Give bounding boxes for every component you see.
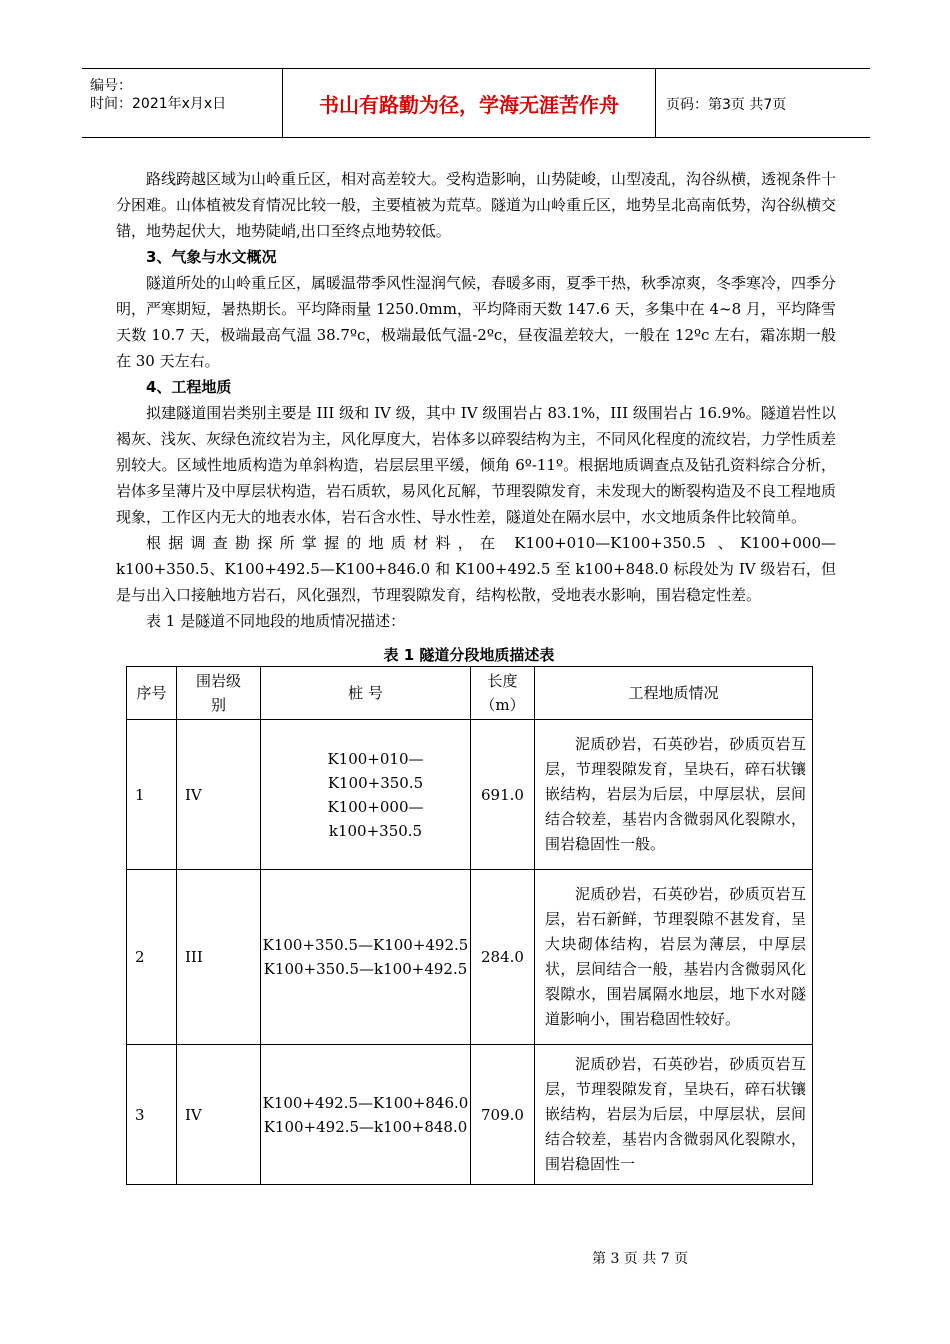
cell-grade: III — [177, 870, 261, 1045]
header-motto: 书山有路勤为径，学海无涯苦作舟 — [283, 69, 656, 137]
header-length: 长度（m） — [471, 667, 535, 720]
header-idx: 序号 — [127, 667, 177, 720]
cell-idx: 1 — [127, 720, 177, 870]
cell-idx: 2 — [127, 870, 177, 1045]
cell-idx: 3 — [127, 1045, 177, 1185]
cell-grade: IV — [177, 1045, 261, 1185]
paragraph-table-intro: 表 1 是隧道不同地段的地质情况描述： — [146, 612, 406, 630]
table-header-row — [127, 667, 813, 720]
number-label: 编号： — [90, 78, 132, 94]
header-geology: 工程地质情况 — [535, 667, 813, 720]
paragraph-geology: 拟建隧道围岩类别主要是 III 级和 IV 级，其中 IV 级围岩占 83.1%，III 级围岩占 16.9%。隧道岩性以褐灰、浅灰、灰绿色流纹岩为主，风化厚度大，岩体多以碎裂结构为主，不同风化程度的流纹岩，力学性质差别较大。区域性地质构造为单斜构造，岩层层里平缓，倾角 6º-11º。根据地质调查点及钻孔资料综合分析，岩体多呈薄片及中厚层状构造，岩石质软，易风化瓦解，节理裂隙发育，未发现大的断裂构造及不良工程地质现象，工作区内无大的地表水体，岩石含水性、导水性差，隧道处在隔水层中，水文地质条件比较简单。 — [116, 404, 837, 526]
header-grade: 围岩级别 — [177, 667, 261, 720]
header-meta — [82, 69, 283, 137]
header-station: 桩 号 — [261, 667, 471, 720]
header-page-label: 页码：第3页 共7页 — [666, 97, 787, 113]
section-heading-geology: 4、工程地质 — [146, 378, 232, 396]
station-start: K100+492.5—K100+846.0 — [262, 1093, 469, 1112]
station-end: K100+350.5—k100+492.5 — [263, 960, 468, 978]
cell-geology: 泥质砂岩，石英砂岩，砂质页岩互层，岩石新鲜，节理裂隙不甚发育，呈大块砌体结构，岩层为薄层，中厚层状，层间结合一般，基岩内含微弱风化裂隙水，围岩属隔水地层，地下水对隧道影响小，围岩稳固性较好。 — [535, 870, 813, 1045]
cell-length: 284.0 — [471, 870, 535, 1045]
section-heading-climate: 3、气象与水文概况 — [146, 248, 277, 266]
table-row — [127, 720, 813, 870]
paragraph-terrain: 路线跨越区域为山岭重丘区，相对高差较大。受构造影响，山势陡峻，山型凌乱，沟谷纵横，透视条件十分困难。山体植被发育情况比较一般，主要植被为荒草。隧道为山岭重丘区，地势呈北高南低势，沟谷纵横交错，地势起伏大，地势陡峭,出口至终点地势较低。 — [116, 170, 837, 240]
time-label: 时间：2021年x月x日 — [90, 96, 227, 112]
table-row — [127, 1045, 813, 1185]
table-row — [127, 870, 813, 1045]
station-end: K100+492.5—k100+848.0 — [263, 1117, 468, 1136]
paragraph-climate: 隧道所处的山岭重丘区，属暖温带季风性湿润气候，春暖多雨，夏季干热，秋季凉爽，冬季寒冷，四季分明，严寒期短，暑热期长。平均降雨量 1250.0mm，平均降雨天数 147.6 天，多集中在 4~8 月，平均降雪天数 10.7 天，极端最高气温 38.7ºc，极端最低气温-2ºc，昼夜温差较大，一般在 12ºc 左右，霜冻期一般在 30 天左右。 — [116, 274, 837, 370]
station-start: K100+010—K100+350.5 — [327, 749, 424, 792]
paragraph-survey-rest: k100+350.5、K100+492.5—K100+846.0 和 K100+492.5 至 k100+848.0 标段处为 IV 级岩石，但是与出入口接触地方岩石，风化强烈，节理裂隙发育，结构松散，受地表水影响，围岩稳定性差。 — [116, 560, 836, 604]
cell-grade: IV — [177, 720, 261, 870]
cell-geology: 泥质砂岩，石英砂岩，砂质页岩互层，节理裂隙发育，呈块石，碎石状镶嵌结构，岩层为后层，中厚层状，层间结合较差，基岩内含微弱风化裂隙水，围岩稳固性一般。 — [535, 720, 813, 870]
station-end: K100+000—k100+350.5 — [327, 797, 424, 840]
cell-length: 691.0 — [471, 720, 535, 870]
table-title: 表 1 隧道分段地质描述表 — [383, 646, 555, 664]
cell-geology: 泥质砂岩，石英砂岩，砂质页岩互层，节理裂隙发育，呈块石，碎石状镶嵌结构，岩层为后层，中厚层状，层间结合较差，基岩内含微弱风化裂隙水，围岩稳固性一 — [535, 1045, 813, 1185]
cell-station — [261, 720, 471, 870]
page-footer: 第 3 页 共 7 页 — [592, 1251, 689, 1267]
station-start: K100+350.5—K100+492.5 — [262, 936, 469, 954]
page-header — [82, 68, 870, 138]
geology-table — [126, 666, 813, 1185]
cell-station — [261, 1045, 471, 1185]
paragraph-survey-line1: 根据调查勘探所掌握的地质材料，在 K100+010—K100+350.5 、K100+000— — [146, 534, 836, 552]
document-body — [116, 166, 836, 634]
cell-length: 709.0 — [471, 1045, 535, 1185]
cell-station — [261, 870, 471, 1045]
